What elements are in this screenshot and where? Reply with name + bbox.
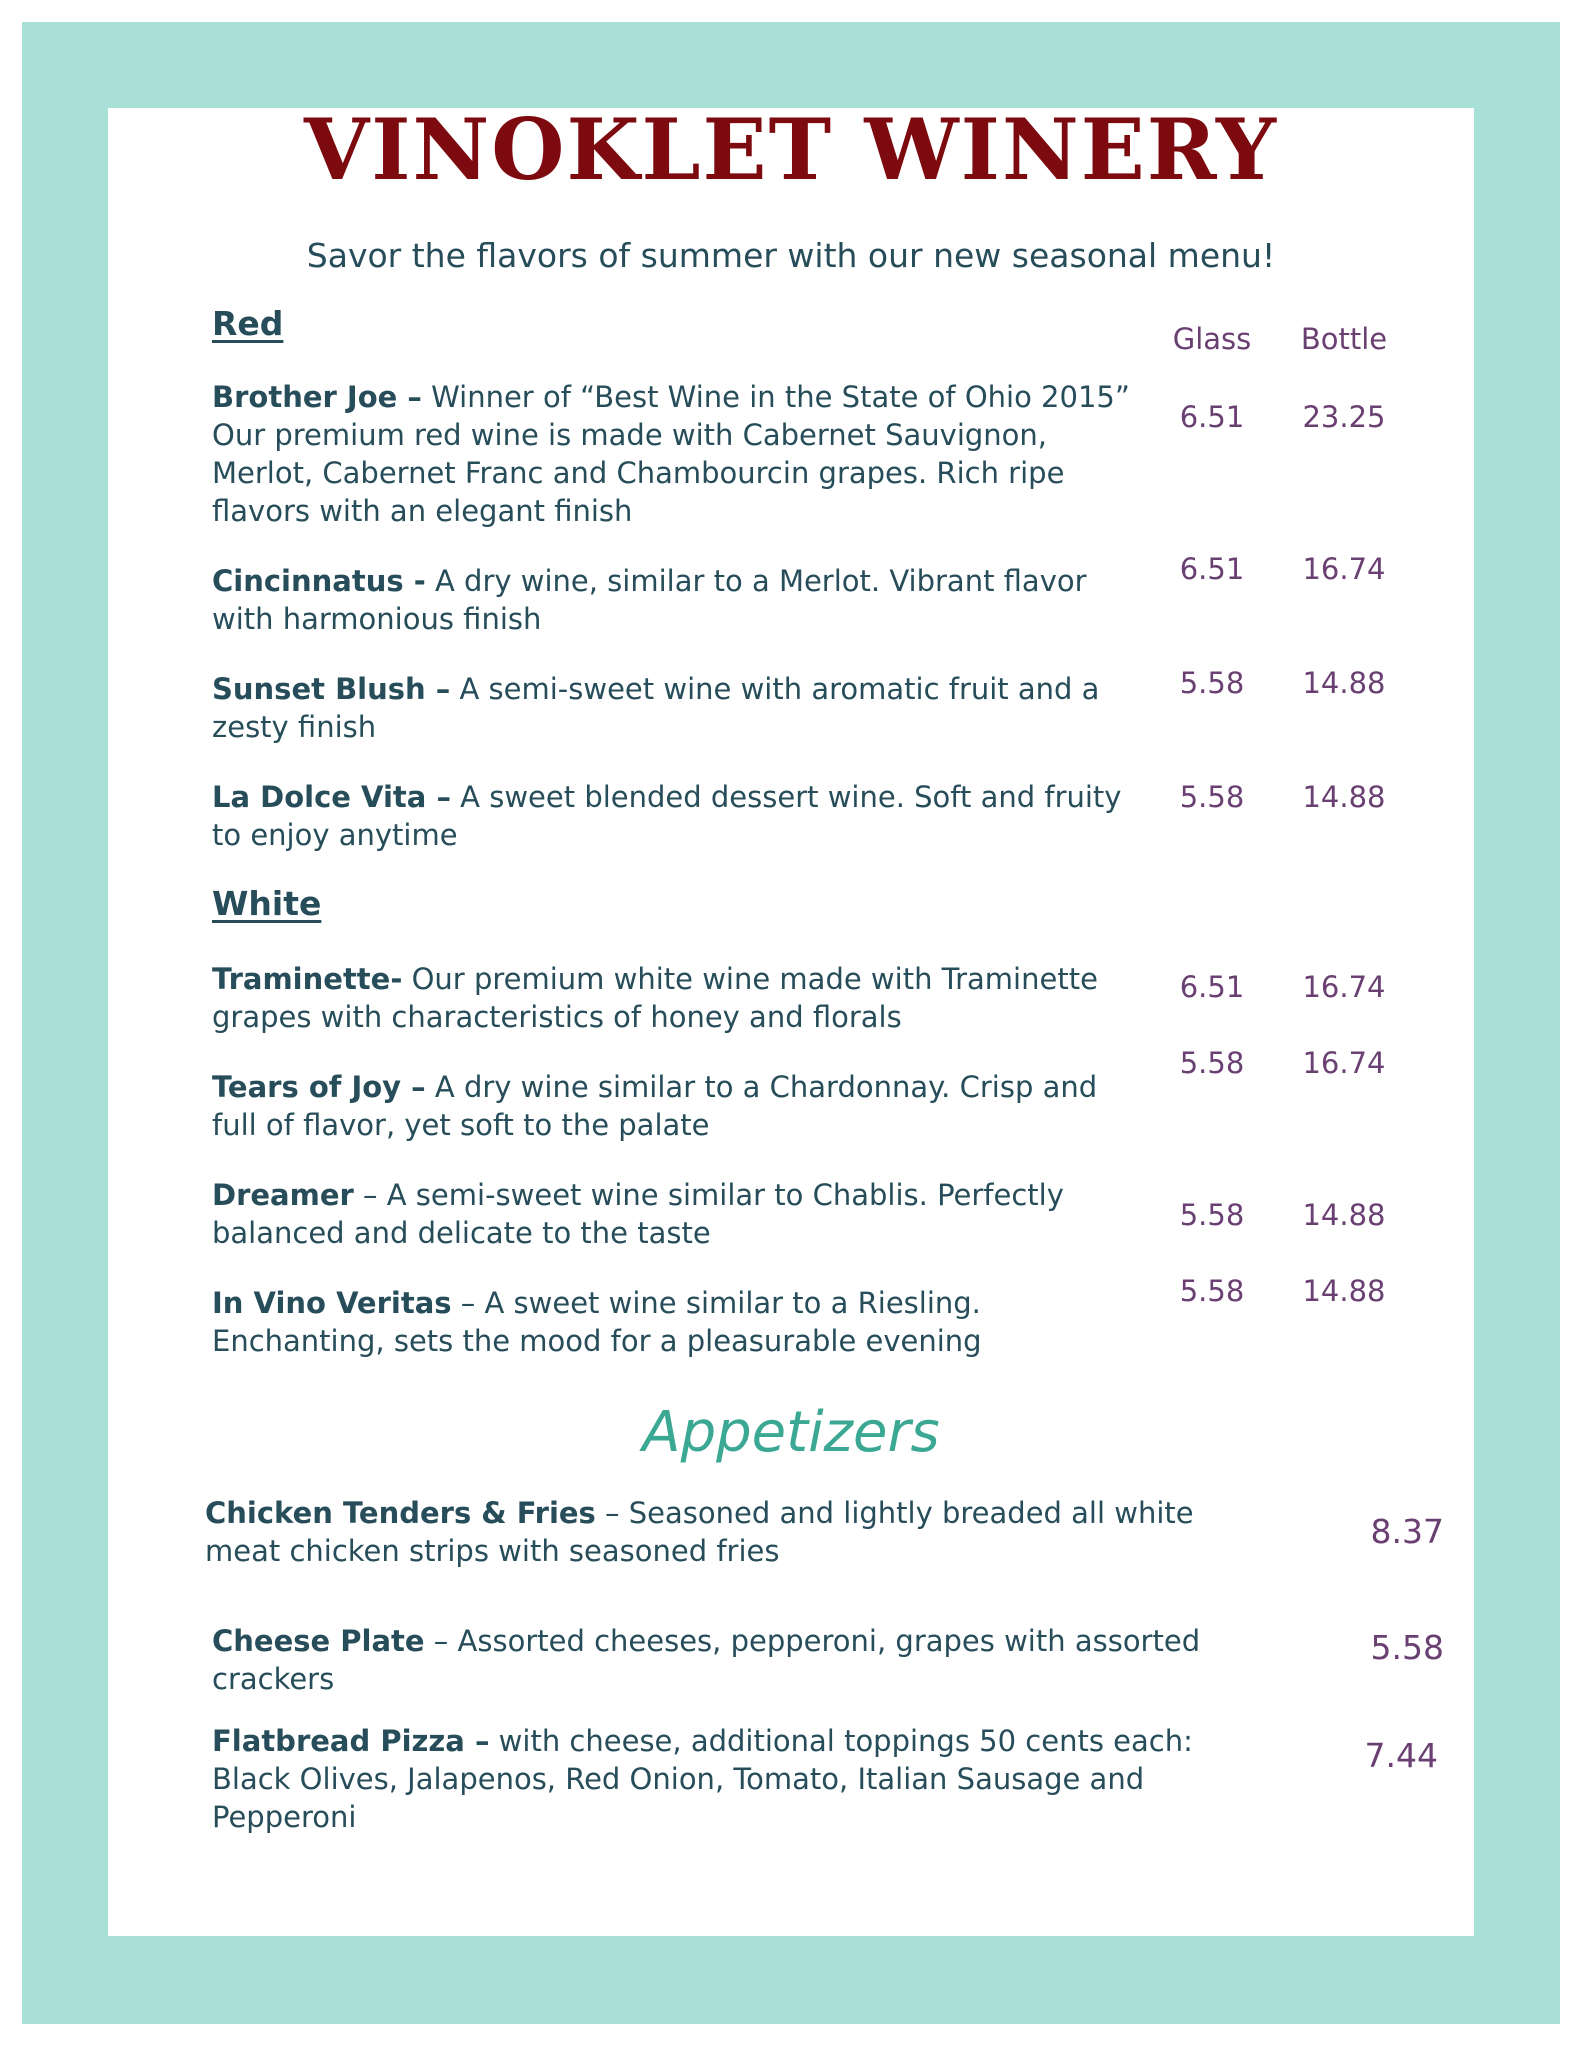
item-description: A dry wine, similar to a Merlot. Vibrant flavor with harmonious finish — [212, 564, 1087, 636]
item-name: La Dolce Vita – — [212, 780, 451, 814]
item-description: – Seasoned and lightly breaded all white meat chicken strips with seasoned fries — [205, 1496, 1194, 1568]
price-bottle: 16.74 — [1302, 970, 1386, 1004]
item-name: Traminette- — [212, 962, 403, 996]
price-bottle: 23.25 — [1302, 400, 1386, 434]
price-glass: 5.58 — [1179, 780, 1245, 814]
item-name: In Vino Veritas — [212, 1286, 452, 1320]
price-glass: 6.51 — [1179, 552, 1245, 586]
menu-item-cheese-plate — [212, 1622, 1212, 1698]
price-appetizer: 5.58 — [1370, 1628, 1444, 1667]
price-bottle: 14.88 — [1302, 666, 1386, 700]
item-name: Cincinnatus - — [212, 564, 426, 598]
item-description: – A semi-sweet wine similar to Chablis. Perfectly balanced and delicate to the taste — [212, 1178, 1064, 1250]
menu-item-brother-joe — [212, 378, 1132, 530]
price-glass: 6.51 — [1179, 970, 1245, 1004]
item-name: Sunset Blush – — [212, 672, 451, 706]
item-description: A dry wine similar to a Chardonnay. Crisp and full of flavor, yet soft to the palate — [212, 1070, 1098, 1142]
price-bottle: 16.74 — [1302, 1046, 1386, 1080]
price-glass: 5.58 — [1179, 1274, 1245, 1308]
item-description: A sweet blended dessert wine. Soft and fruity to enjoy anytime — [212, 780, 1122, 852]
item-description: with cheese, additional toppings 50 cents each: Black Olives, Jalapenos, Red Onion, Tomato, Italian Sausage and Pepperoni — [212, 1724, 1193, 1834]
item-name: Tears of Joy – — [212, 1070, 426, 1104]
winery-title: VINOKLET WINERY — [304, 100, 1278, 199]
price-glass: 5.58 — [1179, 1046, 1245, 1080]
item-description: Our premium white wine made with Traminette grapes with characteristics of honey and florals — [212, 962, 1098, 1034]
price-appetizer: 8.37 — [1370, 1512, 1444, 1551]
price-glass: 5.58 — [1179, 666, 1245, 700]
menu-item-flatbread-pizza — [212, 1722, 1212, 1836]
column-header-bottle: Bottle — [1300, 322, 1388, 356]
section-heading-appetizers: Appetizers — [642, 1400, 940, 1465]
price-glass: 5.58 — [1179, 1198, 1245, 1232]
menu-item-tears-of-joy — [212, 1068, 1132, 1144]
item-name: Flatbread Pizza – — [212, 1724, 490, 1758]
price-bottle: 14.88 — [1302, 780, 1386, 814]
menu-item-la-dolce-vita — [212, 778, 1132, 854]
price-bottle: 14.88 — [1302, 1274, 1386, 1308]
price-appetizer: 7.44 — [1364, 1736, 1438, 1775]
menu-item-dreamer — [212, 1176, 1132, 1252]
menu-item-in-vino-veritas — [212, 1284, 1132, 1360]
item-description: A semi-sweet wine with aromatic fruit and a zesty finish — [212, 672, 1100, 744]
item-name: Dreamer — [212, 1178, 354, 1212]
price-glass: 6.51 — [1179, 400, 1245, 434]
section-heading-red: Red — [212, 304, 284, 343]
menu-item-cincinnatus — [212, 562, 1132, 638]
section-heading-white: White — [212, 884, 322, 923]
menu-subtitle: Savor the flavors of summer with our new seasonal menu! — [306, 236, 1276, 275]
price-bottle: 14.88 — [1302, 1198, 1386, 1232]
item-description: – Assorted cheeses, pepperoni, grapes with assorted crackers — [212, 1624, 1201, 1696]
item-description: Winner of “Best Wine in the State of Ohio 2015” Our premium red wine is made with Cabernet Sauvignon, Merlot, Cabernet Franc and Chambourcin grapes. Rich ripe flavors with an elegant finish — [212, 380, 1130, 528]
item-name: Brother Joe – — [212, 380, 422, 414]
item-name: Cheese Plate — [212, 1624, 425, 1658]
menu-item-traminette — [212, 960, 1132, 1036]
price-bottle: 16.74 — [1302, 552, 1386, 586]
menu-item-chicken-tenders — [205, 1494, 1205, 1570]
item-name: Chicken Tenders & Fries — [205, 1496, 596, 1530]
item-description: – A sweet wine similar to a Riesling. Enchanting, sets the mood for a pleasurable evening — [212, 1286, 982, 1358]
column-header-glass: Glass — [1172, 322, 1252, 356]
menu-item-sunset-blush — [212, 670, 1132, 746]
